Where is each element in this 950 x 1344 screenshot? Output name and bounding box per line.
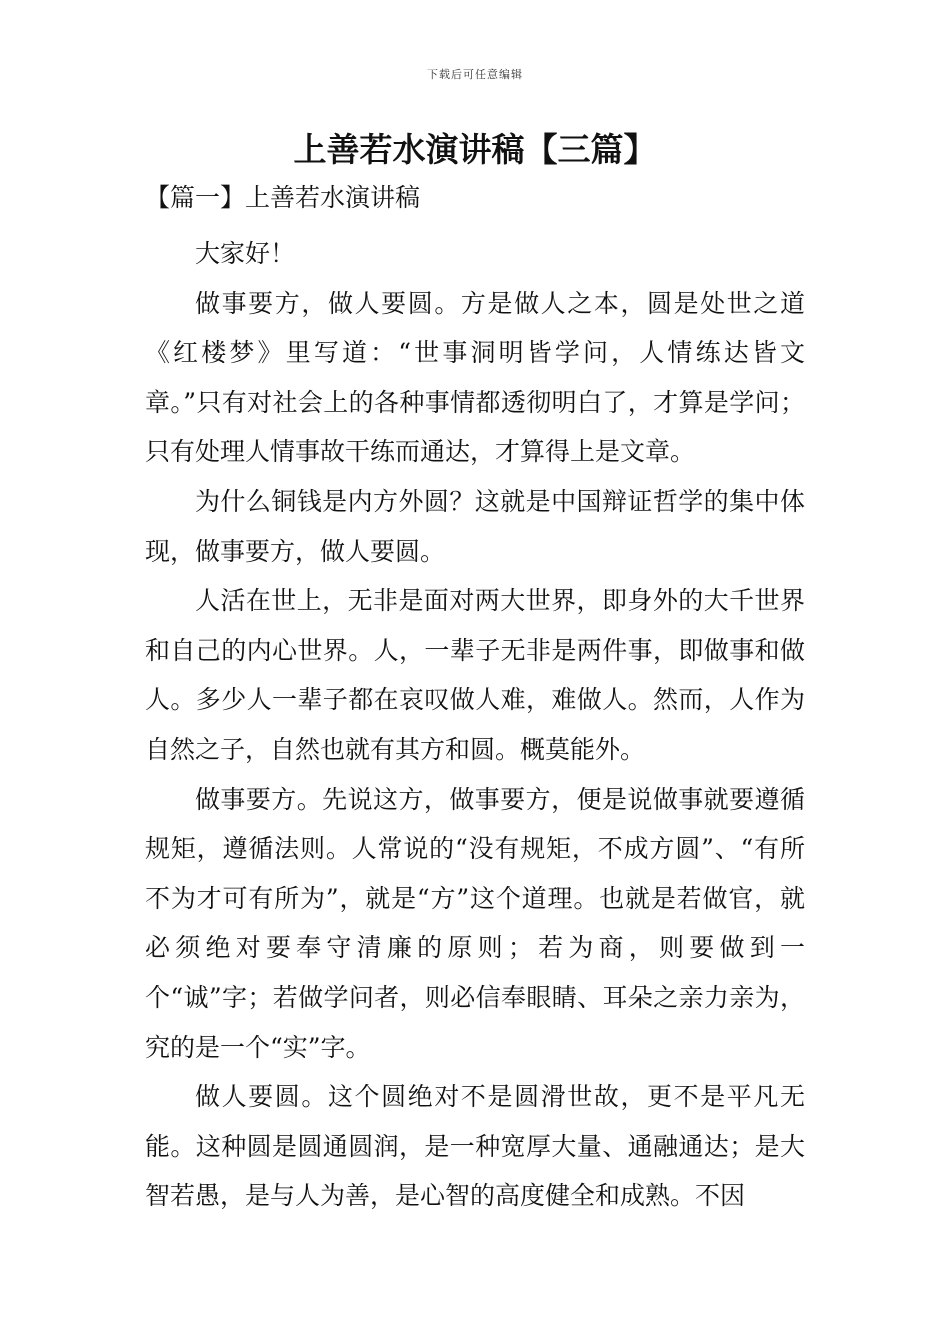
section-heading: 【篇一】上善若水演讲稿 [145, 183, 421, 212]
document-title: 上善若水演讲稿【三篇】 [293, 130, 657, 169]
paragraph: 做事要方。先说这方，做事要方，便是说做事就要遵循规矩，遵循法则。人常说的“没有规矩，不成方圆”、“有所不为才可有所为”，就是“方”这个道理。也就是若做官，就必须绝对要奉守清廉的原则；若为商，则要做到一个“诚”字；若做学问者，则必信奉眼睛、耳朵之亲力亲为，究的是一个“实”字。 [145, 784, 805, 1062]
paragraph: 做人要圆。这个圆绝对不是圆滑世故，更不是平凡无能。这种圆是圆通圆润，是一种宽厚大量、通融通达；是大智若愚，是与人为善，是心智的高度健全和成熟。不因 [145, 1082, 805, 1211]
header-note: 下载后可任意编辑 [427, 68, 523, 81]
paragraph-greeting: 大家好！ [195, 239, 296, 268]
paragraph: 做事要方，做人要圆。方是做人之本，圆是处世之道《红楼梦》里写道：“世事洞明皆学问，人情练达皆文章。”只有对社会上的各种事情都透彻明白了，才算是学问；只有处理人情事故干练而通达，才算得上是文章。 [145, 288, 805, 467]
document-body [145, 229, 805, 1221]
paragraph: 人活在世上，无非是面对两大世界，即身外的大千世界和自己的内心世界。人，一辈子无非是两件事，即做事和做人。多少人一辈子都在哀叹做人难，难做人。然而，人作为自然之子，自然也就有其方和圆。概莫能外。 [145, 586, 805, 764]
paragraph: 为什么铜钱是内方外圆？这就是中国辩证哲学的集中体现，做事要方，做人要圆。 [145, 486, 805, 566]
